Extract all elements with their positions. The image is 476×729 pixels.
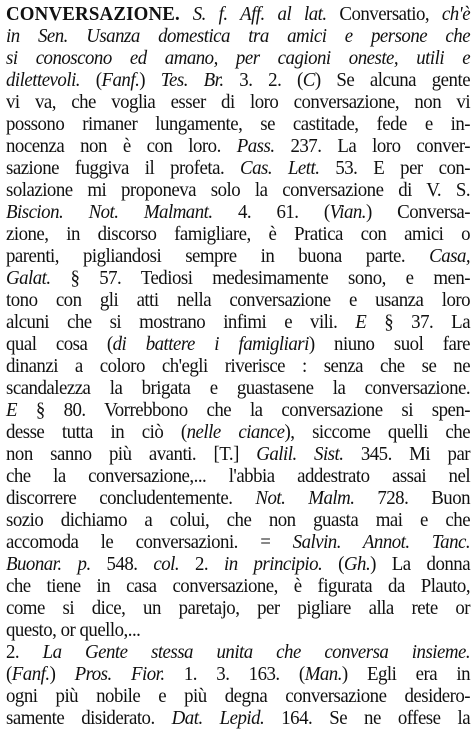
headword: CONVERSAZIONE. [6,3,180,25]
text-segment: § 57. Tediosi medesimamente sono, e men- [50,267,471,289]
text-line [6,531,470,553]
text-line [6,179,470,201]
text-segment: alcuni che si mostrano infimi e vili. [6,311,356,333]
italic-text: ch'è [441,3,471,25]
text-line [6,3,470,25]
text-line [6,663,470,685]
text-line [6,245,470,267]
text-segment: ) La donna [370,553,471,575]
text-segment: 2. [6,641,43,663]
text-line [6,619,470,641]
text-segment: 164. Se ne offese la [264,707,471,729]
text-segment: sozio dichiamo a colui, che non guasta mai e che [6,509,471,531]
italic-text: Tes. Br. [160,69,224,91]
text-line [6,113,470,135]
text-segment: ) [139,69,161,91]
text-line [6,487,470,509]
text-segment: ( [80,69,102,91]
text-segment: § 37. La [366,311,471,333]
text-line [6,377,470,399]
italic-text: Galil. Sist. [256,443,344,465]
text-segment: 237. La loro conver- [274,135,471,157]
text-line [6,311,470,333]
text-segment: ) Se alcuna gente [314,69,471,91]
italic-text: Fanf. [11,663,50,685]
italic-text: si conoscono ed amano, per cagioni oneste, utili e [6,47,471,69]
text-line [6,69,470,91]
italic-text: Cas. Lett. [240,157,320,179]
text-segment: ( [322,553,344,575]
text-segment: qual cosa ( [6,333,113,355]
italic-text: Pass. [236,135,275,157]
italic-text: Buonar. [6,553,62,575]
italic-text: C [302,69,315,91]
text-line [6,553,470,575]
text-line [6,47,470,69]
text-line [6,333,470,355]
italic-text: Fanf. [101,69,140,91]
italic-text: Gh. [343,553,371,575]
text-segment: 53. E per con- [319,157,471,179]
text-line [6,135,470,157]
text-segment: che la conversazione,... l'abbia addestrato assai nel [6,465,471,487]
text-segment: come si dice, un paretajo, per pigliare alla rete or [6,597,471,619]
text-segment: § 80. Vorrebbono che la conversazione si spen- [17,399,471,421]
text-segment: dinanzi a coloro ch'egli riverisce : senza che se ne [6,355,471,377]
text-segment: 3. 2. ( [223,69,303,91]
text-segment: 1. 3. 163. ( [164,663,305,685]
italic-text: nelle ciance [186,421,285,443]
text-segment [62,553,78,575]
text-segment: vi va, che voglia esser di loro conversazione, non vi [6,91,471,113]
text-segment: desse tutta in ciò ( [6,421,187,443]
text-segment: parenti, pigliandosi sempre in buona parte. [6,245,430,267]
italic-text: E [6,399,18,421]
text-segment: tono con gli atti nella conversazione e usanza loro [6,289,471,311]
italic-text: Casa, [429,245,471,267]
text-segment: ), siccome quelli che [284,421,471,443]
text-segment: solazione mi proponeva solo la conversazione di V. S. [6,179,471,201]
text-line [6,509,470,531]
text-line [6,421,470,443]
text-line [6,685,470,707]
text-line [6,355,470,377]
text-segment: accomoda le conversazioni. = [6,531,293,553]
text-segment: possono rimaner lungamente, se castitade, fede e in- [6,113,471,135]
text-line [6,399,470,421]
text-line [6,25,470,47]
italic-text: E [355,311,367,333]
text-line [6,91,470,113]
text-line [6,289,470,311]
text-segment: ) Conversa- [366,201,471,223]
text-line [6,641,470,663]
text-line [6,707,470,729]
text-line [6,575,470,597]
italic-text: Man. [304,663,342,685]
text-segment: questo, or quello,... [6,619,141,641]
text-segment: samente disiderato. [6,707,172,729]
italic-text: Dat. Lepid. [171,707,265,729]
text-segment: 4. 61. ( [212,201,330,223]
text-segment: nocenza non è con loro. [6,135,237,157]
text-segment: 728. Buon [354,487,471,509]
text-segment: 345. Mi par [343,443,471,465]
italic-text: di battere i famigliari [112,333,309,355]
italic-text: Biscion. Not. Malmant. [6,201,213,223]
text-line [6,223,470,245]
italic-text: in Sen. Usanza domestica tra amici e persone che [6,25,471,47]
text-line [6,465,470,487]
italic-text: Vian. [329,201,367,223]
text-segment: scandalezza la brigata e guastasene la conversazione. [6,377,471,399]
text-line [6,157,470,179]
text-segment: ) niuno suol fare [308,333,471,355]
italic-text: La Gente stessa unita che conversa insieme. [42,641,471,663]
italic-text: p. [77,553,91,575]
text-segment: 2. [179,553,224,575]
text-segment: non sanno più avanti. [T.] [6,443,257,465]
text-segment: discorrere concludentemente. [6,487,256,509]
text-segment: zione, in discorso famigliare, è Pratica con amici o [6,223,471,245]
italic-text: Salvin. Annot. Tanc. [292,531,471,553]
italic-text: Pros. Fior. [74,663,165,685]
text-segment: 548. [90,553,154,575]
text-line [6,201,470,223]
text-segment: che tiene in casa conversazione, è figurata da Plauto, [6,575,471,597]
text-line [6,267,470,289]
italic-text: Not. Malm. [255,487,355,509]
italic-text: dilettevoli. [6,69,81,91]
dictionary-entry [6,3,471,729]
text-line [6,597,470,619]
text-segment: Conversatio, [326,3,442,25]
italic-text: col. [153,553,180,575]
italic-text: S. f. Aff. al lat. [179,3,327,25]
text-segment: ogni più nobile e più degna conversazione desidero- [6,685,471,707]
text-line [6,443,470,465]
italic-text: Galat. [6,267,51,289]
text-segment: ) Egli era in [341,663,471,685]
italic-text: in principio. [223,553,323,575]
text-segment: sazione fuggiva il profeta. [6,157,241,179]
text-segment: ) [49,663,75,685]
text-segment: ( [6,663,12,685]
